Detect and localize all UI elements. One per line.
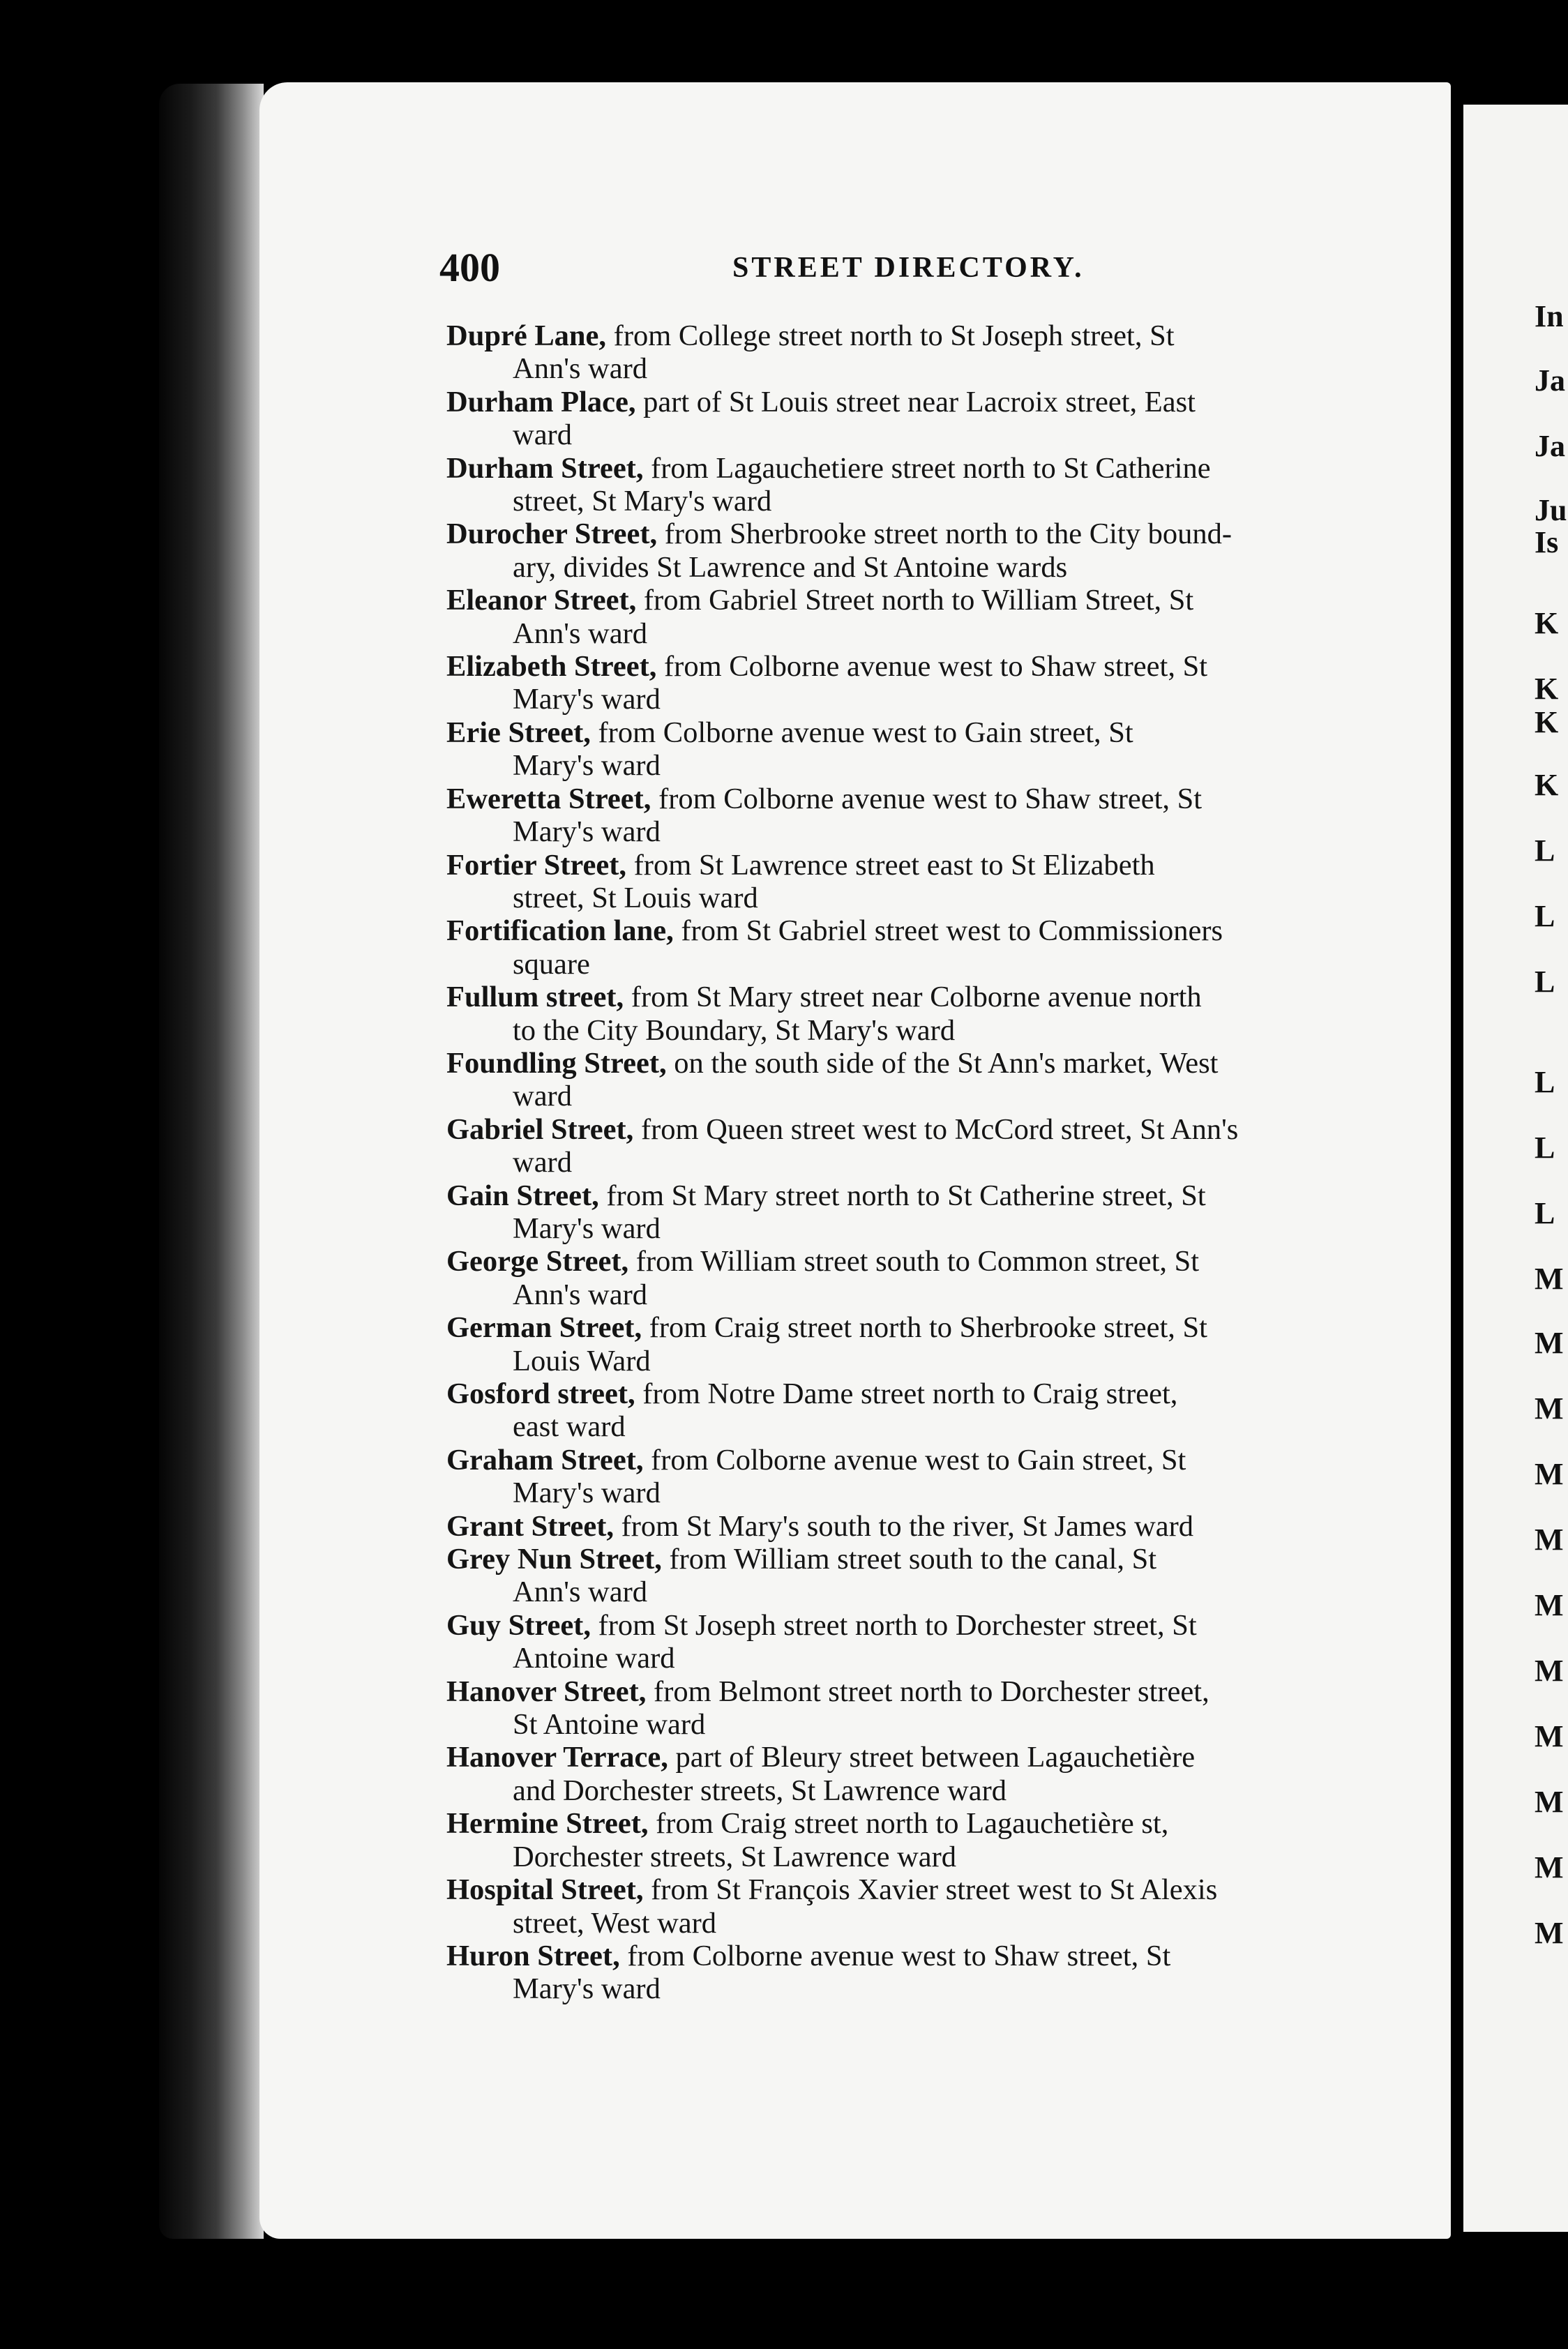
street-description-continued: Mary's ward [513, 683, 661, 716]
street-name: Dupré Lane, [446, 319, 607, 352]
book-page-edges [159, 84, 264, 2239]
facing-page-letter: L [1535, 1196, 1555, 1230]
street-description-continued: Mary's ward [513, 815, 661, 849]
street-description-continued: Dorchester streets, St Lawrence ward [513, 1840, 957, 1873]
street-name: Erie Street, [446, 716, 591, 749]
street-description: from St Mary street near Colborne avenue north [631, 981, 1202, 1014]
street-name: Guy Street, [446, 1608, 591, 1642]
street-entry [446, 849, 1395, 915]
street-name: Hanover Terrace, [446, 1741, 668, 1774]
street-entry [446, 650, 1395, 716]
street-name: Hospital Street, [446, 1873, 644, 1907]
page-number: 400 [439, 245, 500, 290]
facing-page-letter: K [1535, 672, 1559, 706]
street-entry [446, 518, 1395, 584]
facing-page-letter: M [1535, 1523, 1564, 1557]
street-entry [446, 1113, 1395, 1179]
street-description: from Lagauchetiere street north to St Catherine [651, 451, 1211, 485]
street-name: German Street, [446, 1311, 642, 1345]
facing-page-letter: M [1535, 1391, 1564, 1426]
street-entry [446, 1047, 1395, 1113]
street-description: on the south side of the St Ann's market, West [674, 1046, 1219, 1080]
street-entry [446, 981, 1395, 1047]
street-name: Elizabeth Street, [446, 650, 657, 683]
street-description: from Colborne avenue west to Shaw street, St [627, 1939, 1171, 1972]
street-name: Hermine Street, [446, 1807, 649, 1841]
street-description: from Colborne avenue west to Shaw street, St [664, 650, 1208, 683]
facing-page-letter: M [1535, 1719, 1564, 1753]
street-description: from Colborne avenue west to Gain street, St [598, 716, 1133, 749]
facing-page-letter: Ja [1535, 429, 1565, 463]
street-description-continued: street, St Mary's ward [513, 485, 772, 518]
street-description-continued: ward [513, 1146, 572, 1179]
street-entry [446, 1807, 1395, 1873]
street-name: Grant Street, [446, 1509, 614, 1543]
street-description: part of St Louis street near Lacroix street, East [643, 385, 1196, 418]
street-name: Eweretta Street, [446, 782, 651, 815]
street-description: from Sherbrooke street north to the City bound- [664, 518, 1232, 551]
page-header [439, 244, 1416, 290]
facing-page-letter: Ju [1535, 493, 1567, 527]
street-name: Foundling Street, [446, 1046, 667, 1080]
street-entry [446, 1510, 1395, 1543]
facing-page-letter: M [1535, 1262, 1564, 1296]
street-description-continued: Mary's ward [513, 1972, 661, 2006]
street-entry [446, 319, 1395, 386]
facing-page-letter: Ja [1535, 363, 1565, 398]
street-name: Hanover Street, [446, 1675, 647, 1708]
street-entry [446, 1311, 1395, 1377]
street-description: from Gabriel Street north to William Street, St [643, 584, 1194, 617]
facing-page-fragment [1463, 105, 1568, 2232]
street-description-continued: street, St Louis ward [513, 881, 758, 914]
facing-page-letter: M [1535, 1654, 1564, 1688]
street-description-continued: Mary's ward [513, 1211, 661, 1245]
street-entry [446, 1675, 1395, 1742]
street-entry [446, 1444, 1395, 1510]
street-name: Fortier Street, [446, 848, 627, 882]
street-description: from Belmont street north to Dorchester street, [654, 1675, 1209, 1708]
street-name: Gabriel Street, [446, 1112, 634, 1146]
street-description-continued: Louis Ward [513, 1344, 651, 1377]
facing-page-letter: M [1535, 1850, 1564, 1885]
facing-page-letter: L [1535, 899, 1555, 933]
street-description-continued: Mary's ward [513, 1476, 661, 1510]
street-entry [446, 1245, 1395, 1311]
street-name: Eleanor Street, [446, 584, 637, 617]
street-description: part of Bleury street between Lagauchetière [675, 1741, 1196, 1774]
street-entry [446, 1179, 1395, 1246]
street-description-continued: and Dorchester streets, St Lawrence ward [513, 1774, 1007, 1807]
street-entry [446, 783, 1395, 849]
street-description: from Craig street north to Sherbrooke street, St [649, 1311, 1207, 1345]
street-description-continued: Antoine ward [513, 1642, 675, 1675]
facing-page-letter: L [1535, 965, 1555, 999]
street-entry [446, 1940, 1395, 2006]
street-description: from St Mary's south to the river, St James ward [621, 1509, 1194, 1543]
street-description: from William street south to Common street, St [635, 1245, 1200, 1278]
facing-page-letter: M [1535, 1326, 1564, 1360]
street-entry [446, 386, 1395, 452]
street-description: from Notre Dame street north to Craig street, [642, 1377, 1178, 1410]
street-description: from Craig street north to Lagauchetière st, [656, 1807, 1169, 1841]
street-description: from St François Xavier street west to St Alexis [651, 1873, 1218, 1907]
facing-page-letter: Is [1535, 525, 1559, 559]
street-name: Graham Street, [446, 1443, 644, 1476]
street-name: Durham Street, [446, 451, 644, 485]
street-description-continued: street, West ward [513, 1906, 717, 1940]
street-entry [446, 1609, 1395, 1675]
street-entry [446, 1741, 1395, 1807]
street-entry [446, 1377, 1395, 1444]
street-description: from St Gabriel street west to Commissioners [681, 914, 1223, 948]
street-description: from St Joseph street north to Dorchester street, St [598, 1608, 1197, 1642]
facing-page-letter: K [1535, 606, 1559, 640]
street-entry [446, 914, 1395, 981]
facing-page-letter: L [1535, 833, 1555, 868]
street-name: George Street, [446, 1245, 629, 1278]
street-description-continued: Ann's ward [513, 1576, 647, 1609]
street-name: Durham Place, [446, 385, 636, 418]
facing-page-letter: M [1535, 1916, 1564, 1950]
street-entry [446, 1873, 1395, 1940]
street-description: from College street north to St Joseph street, St [613, 319, 1175, 352]
street-description-continued: east ward [513, 1410, 626, 1444]
street-description-continued: to the City Boundary, St Mary's ward [513, 1013, 956, 1047]
street-description-continued: Ann's ward [513, 352, 647, 386]
street-description: from Colborne avenue west to Shaw street, St [658, 782, 1203, 815]
facing-page-letter: M [1535, 1588, 1564, 1622]
street-entries [446, 319, 1395, 2006]
street-description-continued: ward [513, 418, 572, 452]
street-entry [446, 1543, 1395, 1609]
facing-page-letter: K [1535, 705, 1559, 739]
street-description: from Queen street west to McCord street, St Ann's [640, 1112, 1239, 1146]
street-entry [446, 716, 1395, 783]
street-entry [446, 452, 1395, 518]
street-description-continued: St Antoine ward [513, 1708, 706, 1742]
street-description: from William street south to the canal, St [669, 1543, 1157, 1576]
facing-page-letter: M [1535, 1457, 1564, 1491]
street-name: Huron Street, [446, 1939, 620, 1972]
street-entry [446, 584, 1395, 650]
street-description: from St Mary street north to St Catherine street, St [606, 1179, 1206, 1212]
facing-page-letter: M [1535, 1785, 1564, 1819]
facing-page-letter: L [1535, 1065, 1555, 1099]
street-name: Grey Nun Street, [446, 1543, 662, 1576]
facing-page-letter: K [1535, 768, 1559, 802]
street-name: Gosford street, [446, 1377, 635, 1410]
street-description-continued: square [513, 947, 590, 981]
street-description: from St Lawrence street east to St Elizabeth [633, 848, 1155, 882]
street-description-continued: Ann's ward [513, 617, 647, 650]
street-description-continued: Mary's ward [513, 749, 661, 783]
street-name: Fullum street, [446, 981, 624, 1014]
facing-page-letter: L [1535, 1131, 1555, 1165]
street-description: from Colborne avenue west to Gain street, St [651, 1443, 1186, 1476]
street-description-continued: ward [513, 1080, 572, 1113]
street-name: Gain Street, [446, 1179, 599, 1212]
street-description-continued: Ann's ward [513, 1278, 647, 1311]
street-name: Fortification lane, [446, 914, 674, 948]
street-name: Durocher Street, [446, 518, 658, 551]
street-description-continued: ary, divides St Lawrence and St Antoine wards [513, 550, 1068, 584]
running-head: STREET DIRECTORY. [732, 252, 1085, 284]
facing-page-letter: In [1535, 299, 1564, 333]
